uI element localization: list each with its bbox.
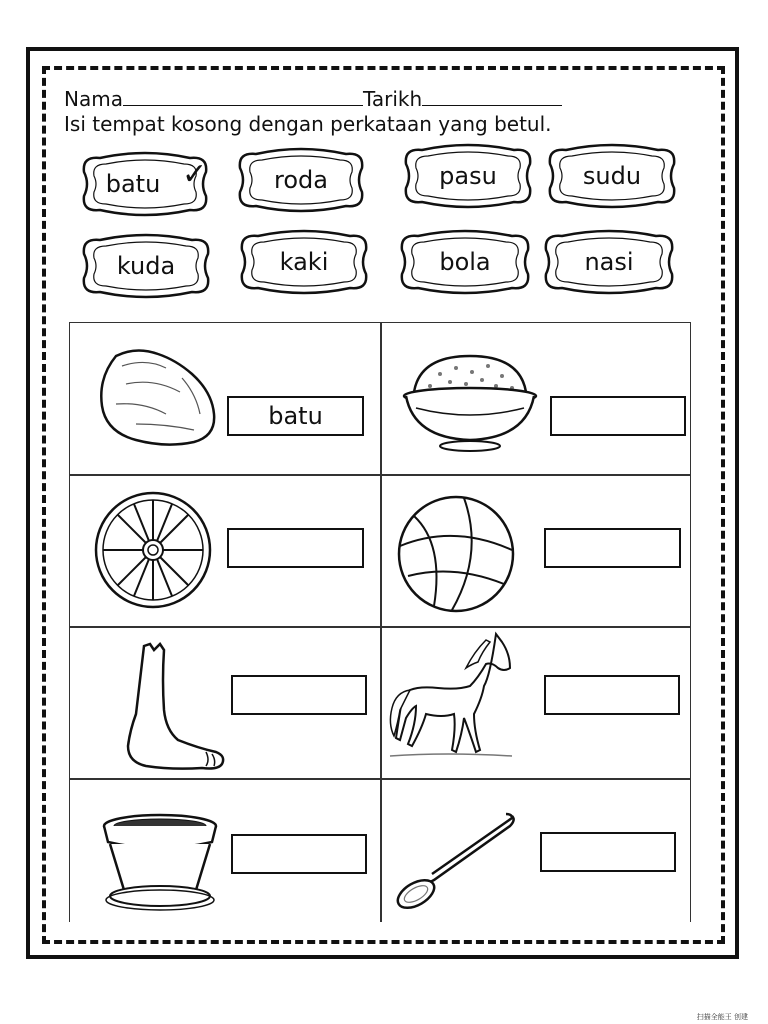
wheel-icon <box>92 490 214 610</box>
foot-icon <box>122 640 228 772</box>
flower-pot-icon <box>100 812 220 912</box>
word-roda: roda <box>274 166 328 194</box>
ball-icon <box>394 494 518 614</box>
grid-divider <box>69 626 691 628</box>
scanner-watermark: 扫描全能王 创建 <box>696 1013 748 1021</box>
check-mark-icon: ✓ <box>182 157 208 192</box>
grid-divider <box>69 474 691 476</box>
word-label-pasu <box>402 142 534 210</box>
word-kuda: kuda <box>116 252 176 280</box>
word-bank <box>0 0 768 320</box>
word-label-kuda <box>80 232 212 300</box>
instruction-text: Isi tempat kosong dengan perkataan yang betul. <box>64 112 552 136</box>
answer-box-foot[interactable] <box>231 675 367 715</box>
word-label-kaki <box>238 228 370 296</box>
answer-box-ball[interactable] <box>544 528 681 568</box>
word-label-roda <box>236 146 366 214</box>
answer-box-spoon[interactable] <box>540 832 676 872</box>
word-bola: bola <box>439 248 491 276</box>
grid-divider <box>380 322 382 922</box>
answer-box-pot[interactable] <box>231 834 367 874</box>
date-label: Tarikh <box>362 87 423 111</box>
answer-box-wheel[interactable] <box>227 528 364 568</box>
grid-divider <box>69 778 691 780</box>
spoon-icon <box>394 810 518 910</box>
word-label-bola <box>398 228 532 296</box>
rice-bowl-icon <box>400 346 540 456</box>
answer-box-horse[interactable] <box>544 675 680 715</box>
word-pasu: pasu <box>439 162 497 190</box>
answer-box-rice[interactable] <box>550 396 686 436</box>
word-batu: batu <box>105 170 161 198</box>
word-kaki: kaki <box>279 248 329 276</box>
word-nasi: nasi <box>584 248 634 276</box>
horse-icon <box>386 628 518 764</box>
rock-icon <box>96 344 220 448</box>
word-sudu: sudu <box>582 162 642 190</box>
name-label: Nama <box>64 87 123 111</box>
word-label-sudu <box>546 142 678 210</box>
word-label-nasi <box>542 228 676 296</box>
answer-box-rock[interactable]: batu <box>227 396 364 436</box>
